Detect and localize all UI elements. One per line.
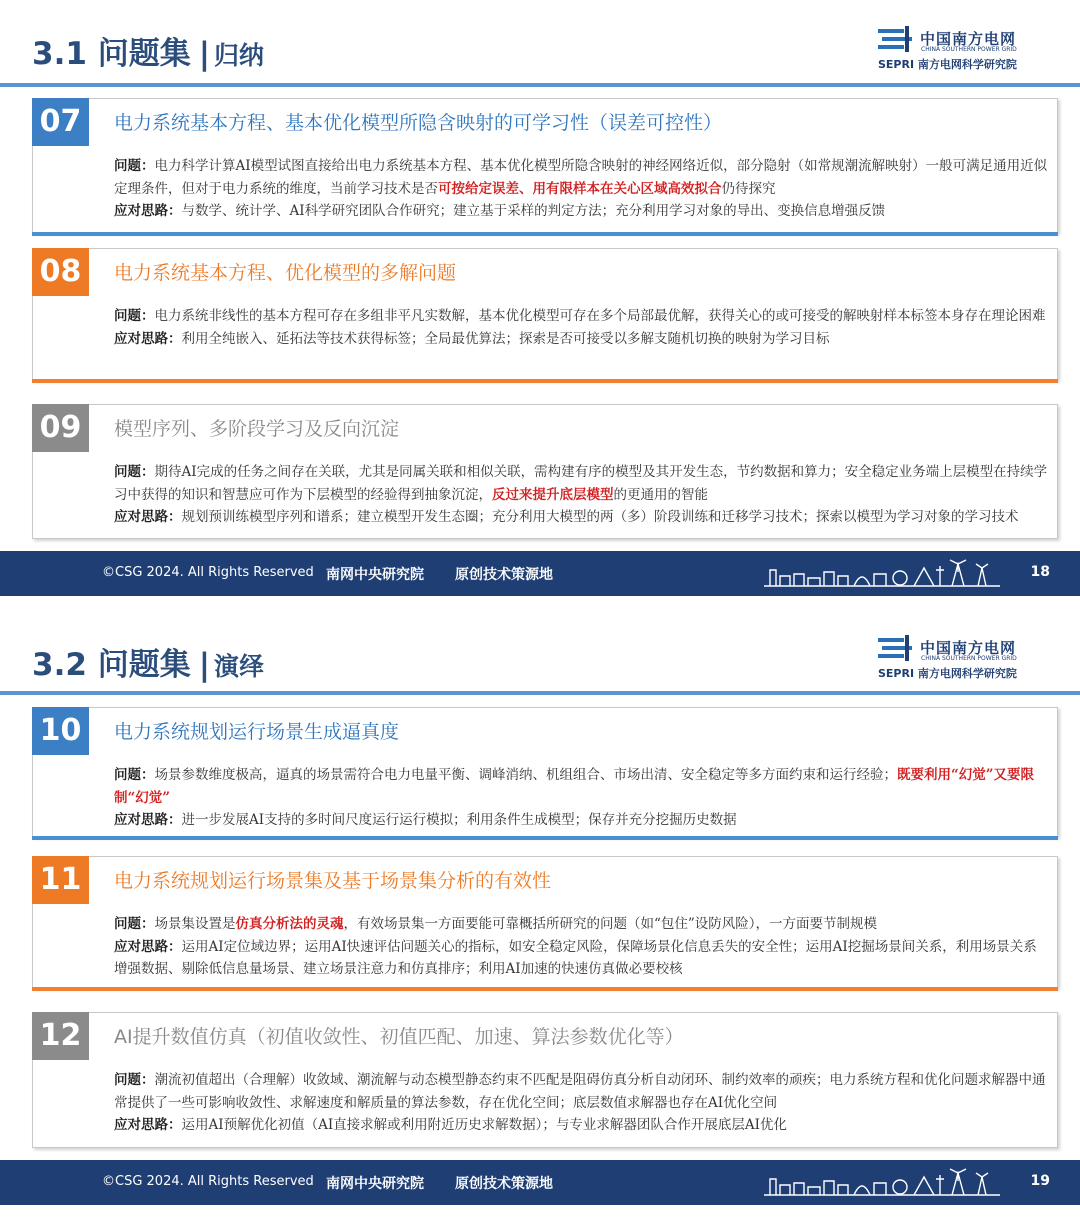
approach-text: 应对思路：规划预训练模型序列和谱系；建立模型开发生态圈；充分利用大模型的两（多）阶段训练和迁移学习技术；探索以模型为学习对象的学习技术 <box>114 509 1019 525</box>
slide-18 <box>0 0 1080 597</box>
card-title: AI提升数值仿真（初值收敛性、初值匹配、加速、算法参数优化等） <box>114 1026 684 1048</box>
section-title: 3.2 问题集 | 演绎 <box>32 647 265 683</box>
problem-text: 问题：场景参数维度极高，逼真的场景需符合电力电量平衡、调峰消纳、机组组合、市场出清、安全稳定等多方面约束和运行经验；既要利用“幻觉”又要限制“幻觉” <box>114 767 1035 806</box>
approach-text: 应对思路：运用AI预解优化初值（AI直接求解或利用附近历史求解数据）；与专业求解器团队合作开展底层AI优化 <box>114 1117 787 1133</box>
approach-text: 应对思路：与数学、统计学、AI科学研究团队合作研究；建立基于采样的判定方法；充分利用学习对象的导出、变换信息增强反馈 <box>114 203 886 219</box>
copyright: ©CSG 2024. All Rights Reserved <box>102 565 314 580</box>
slide-19 <box>0 607 1080 1218</box>
footer-motto: 原创技术策源地 <box>455 567 553 583</box>
card-body <box>114 764 1049 832</box>
card-title: 电力系统规划运行场景集及基于场景集分析的有效性 <box>114 870 552 892</box>
footer-bar <box>0 551 1080 596</box>
card-underline <box>32 836 1058 840</box>
card-underline <box>32 232 1058 236</box>
problem-card-07 <box>32 98 1058 233</box>
header-divider <box>0 83 1080 87</box>
header-divider <box>0 691 1080 695</box>
problem-text: 问题：期待AI完成的任务之间存在关联，尤其是同属关联和相似关联，需构建有序的模型及其开发生态，节约数据和算力；安全稳定业务端上层模型在持续学习中获得的知识和智慧应可作为下层模型的经验得到抽象沉淀，反过来提升底层模型的更通用的智能 <box>114 464 1048 503</box>
page-number: 19 <box>1030 1173 1050 1189</box>
card-title: 模型序列、多阶段学习及反向沉淀 <box>114 418 400 440</box>
footer-org: 南网中央研究院 <box>326 567 424 583</box>
card-title: 电力系统基本方程、优化模型的多解问题 <box>114 262 457 284</box>
card-underline <box>32 987 1058 991</box>
city-skyline-icon <box>764 558 1000 588</box>
card-title: 电力系统基本方程、基本优化模型所隐含映射的可学习性（误差可控性） <box>114 112 723 134</box>
card-body <box>114 155 1049 223</box>
problem-card-10 <box>32 707 1058 837</box>
card-title: 电力系统规划运行场景生成逼真度 <box>114 721 400 743</box>
card-body <box>114 913 1049 981</box>
approach-text: 应对思路：进一步发展AI支持的多时间尺度运行运行模拟；利用条件生成模型；保存并充分挖掘历史数据 <box>114 812 737 828</box>
card-number: 09 <box>32 404 89 452</box>
problem-text: 问题：电力科学计算AI模型试图直接给出电力系统基本方程、基本优化模型所隐含映射的神经网络近似，部分隐射（如常规潮流解映射）一般可满足通用近似定理条件，但对于电力系统的维度，当前学习技术是否可按给定误差、用有限样本在关心区域高效拟合仍待探究 <box>114 158 1048 197</box>
csg-logo: 中国南方电网 CHINA SOUTHERN POWER GRID SEPRI 南方电网科学研究院 <box>878 635 1028 681</box>
csg-logo-icon <box>878 26 916 54</box>
footer-motto: 原创技术策源地 <box>455 1176 553 1192</box>
problem-card-12 <box>32 1012 1058 1148</box>
page-number: 18 <box>1030 564 1050 580</box>
problem-text: 问题：场景集设置是仿真分析法的灵魂，有效场景集一方面要能可靠概括所研究的问题（如“包住”设防风险），一方面要节制规模 <box>114 916 878 932</box>
card-number: 12 <box>32 1012 89 1060</box>
card-number: 07 <box>32 98 89 146</box>
csg-logo: 中国南方电网 CHINA SOUTHERN POWER GRID SEPRI 南方电网科学研究院 <box>878 26 1028 72</box>
card-number: 10 <box>32 707 89 755</box>
problem-card-11 <box>32 856 1058 988</box>
card-number: 11 <box>32 856 89 904</box>
problem-text: 问题：潮流初值超出（合理解）收敛域、潮流解与动态模型静态约束不匹配是阻碍仿真分析自动闭环、制约效率的顽疾；电力系统方程和优化问题求解器中通常提供了一些可影响收敛性、求解速度和解质量的算法参数，存在优化空间；底层数值求解器也存在AI优化空间 <box>114 1072 1046 1111</box>
card-body <box>114 1069 1049 1137</box>
card-body <box>114 305 1049 350</box>
card-body <box>114 461 1049 529</box>
footer-org: 南网中央研究院 <box>326 1176 424 1192</box>
approach-text: 应对思路：运用AI定位域边界；运用AI快速评估问题关心的指标，如安全稳定风险，保障场景化信息丢失的安全性；运用AI挖掘场景间关系，利用场景关系增强数据、剔除低信息量场景、建立场景注意力和仿真排序；利用AI加速的快速仿真做必要校核 <box>114 938 1037 977</box>
city-skyline-icon <box>764 1167 1000 1197</box>
csg-logo-icon <box>878 635 916 663</box>
copyright: ©CSG 2024. All Rights Reserved <box>102 1174 314 1189</box>
problem-card-09 <box>32 404 1058 539</box>
footer-bar <box>0 1160 1080 1205</box>
section-title: 3.1 问题集 | 归纳 <box>32 36 265 72</box>
card-number: 08 <box>32 248 89 296</box>
problem-card-08 <box>32 248 1058 380</box>
approach-text: 应对思路：利用全纯嵌入、延拓法等技术获得标签；全局最优算法；探索是否可接受以多解支随机切换的映射为学习目标 <box>114 330 830 347</box>
problem-text: 问题：电力系统非线性的基本方程可存在多组非平凡实数解，基本优化模型可存在多个局部最优解，获得关心的或可接受的解映射样本标签本身存在理论困难 <box>114 308 1046 324</box>
card-underline <box>32 379 1058 383</box>
